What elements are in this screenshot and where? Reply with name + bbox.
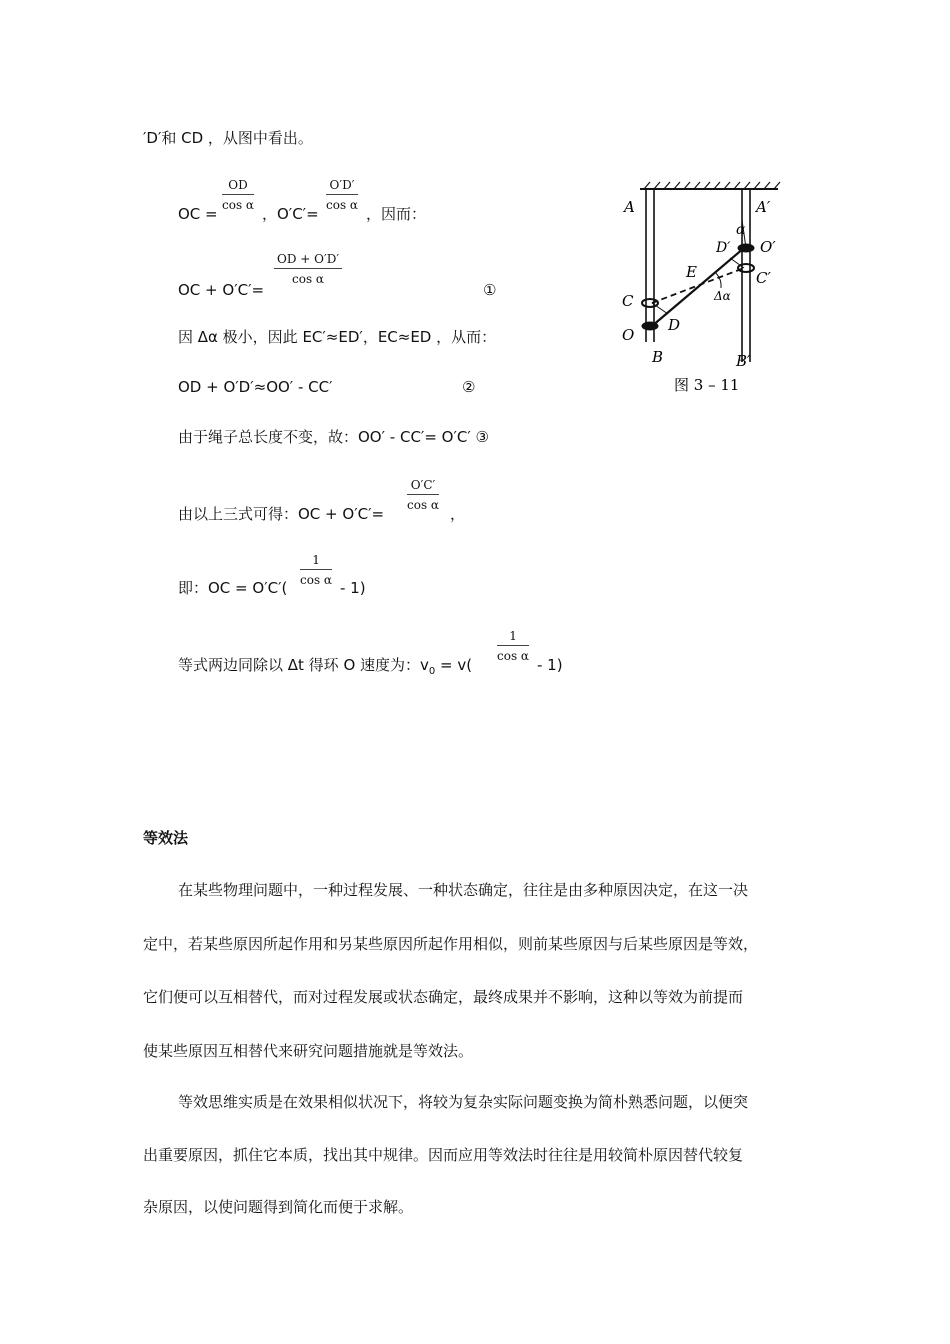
eq8-lead bbox=[178, 655, 472, 682]
eq1-lead: OC = bbox=[178, 205, 218, 223]
top-line: ′D′和 CD ，从图中看出。 bbox=[143, 129, 313, 147]
fraction-numerator: 1 bbox=[300, 553, 332, 570]
fraction-denominator: cos α bbox=[300, 573, 333, 587]
label-d: D bbox=[668, 316, 681, 334]
label-alpha: α bbox=[736, 222, 746, 238]
eq1-tail: ，因而： bbox=[366, 205, 427, 223]
label-dalpha: Δα bbox=[714, 289, 731, 303]
paragraph-2-line-1: 等效思维实质是在效果相似状况下，将较为复杂实际问题变换为简朴熟悉问题，以便突 bbox=[178, 1093, 749, 1111]
eq6-lead: 由以上三式可得：OC + O′C′= bbox=[178, 505, 385, 523]
section-title: 等效法 bbox=[143, 829, 189, 847]
fraction-denominator: cos α bbox=[326, 198, 359, 212]
ceiling-hatch bbox=[644, 182, 780, 189]
eq2-fraction bbox=[274, 252, 342, 286]
label-c: C bbox=[622, 292, 634, 310]
figure-3-11 bbox=[618, 180, 788, 395]
eq4-mark: ② bbox=[462, 378, 476, 396]
paragraph-1-line-2: 定中，若某些原因所起作用和另某些原因所起作用相似，则前某些原因与后某些原因是等效， bbox=[143, 935, 759, 953]
eq8-subscript: 0 bbox=[428, 666, 436, 677]
paragraph-1-line-3: 它们便可以互相替代，而对过程发展或状态确定，最终成果并不影响，这种以等效为前提而 bbox=[143, 988, 744, 1006]
paragraph-1-line-1: 在某些物理问题中，一种过程发展、一种状态确定，往往是由多种原因决定，在这一决 bbox=[178, 881, 749, 899]
eq7-lead: 即：OC = O′C′( bbox=[178, 579, 288, 597]
eq6-fraction bbox=[407, 478, 439, 512]
rope-o-o2 bbox=[652, 248, 744, 326]
label-a: A bbox=[624, 198, 635, 216]
paragraph-1-line-4: 使某些原因互相替代来研究问题措施就是等效法。 bbox=[143, 1042, 474, 1060]
label-b: B bbox=[652, 348, 664, 366]
fraction-denominator: cos α bbox=[497, 649, 530, 663]
eq2-mark: ① bbox=[483, 281, 497, 299]
line-3: 因 Δα 极小，因此 EC′≈ED′，EC≈ED ，从而： bbox=[178, 328, 497, 346]
label-c2: C′ bbox=[756, 269, 771, 287]
dalpha-arc bbox=[716, 273, 721, 288]
eq1-fraction-2 bbox=[326, 178, 358, 212]
fraction-numerator: 1 bbox=[497, 629, 529, 646]
eq2-lead: OC + O′C′= bbox=[178, 281, 265, 299]
eq8-fraction bbox=[497, 629, 529, 663]
fraction-numerator: O′D′ bbox=[326, 178, 358, 195]
fraction-denominator: cos α bbox=[292, 272, 325, 286]
eq4-text: OD + O′D′≈OO′ - CC′ bbox=[178, 378, 333, 396]
paragraph-2-line-3: 杂原因，以使问题得到简化而便于求解。 bbox=[143, 1198, 414, 1216]
label-d2: D′ bbox=[716, 240, 731, 256]
label-e: E bbox=[686, 263, 697, 281]
label-a2: A′ bbox=[756, 198, 771, 216]
paragraph-2-line-2: 出重要原因，抓住它本质，找出其中规律。因而应用等效法时往往是用较简朴原因替代较复 bbox=[143, 1146, 744, 1164]
eq8-lead-text: 等式两边同除以 Δt 得环 O 速度为：v bbox=[178, 656, 429, 674]
eq7-fraction bbox=[300, 553, 332, 587]
line-5: 由于绳子总长度不变，故：OO′ - CC′= O′C′ ③ bbox=[178, 428, 489, 446]
fraction-denominator: cos α bbox=[222, 198, 255, 212]
eq1-mid: ，O′C′= bbox=[262, 205, 319, 223]
eq1-fraction-1 bbox=[222, 178, 254, 212]
fraction-numerator: OD + O′D′ bbox=[274, 252, 342, 269]
eq7-tail: - 1) bbox=[340, 579, 366, 597]
fraction-numerator: O′C′ bbox=[407, 478, 439, 495]
label-b2: B′ bbox=[736, 352, 751, 370]
label-o2: O′ bbox=[760, 238, 776, 256]
eq8-mid: = v( bbox=[435, 656, 473, 674]
figure-caption: 图 3 – 11 bbox=[674, 376, 740, 394]
fraction-numerator: OD bbox=[222, 178, 254, 195]
label-o: O bbox=[622, 326, 635, 344]
fraction-denominator: cos α bbox=[407, 498, 440, 512]
eq6-tail: ， bbox=[450, 505, 466, 523]
eq8-tail: - 1) bbox=[537, 656, 563, 674]
